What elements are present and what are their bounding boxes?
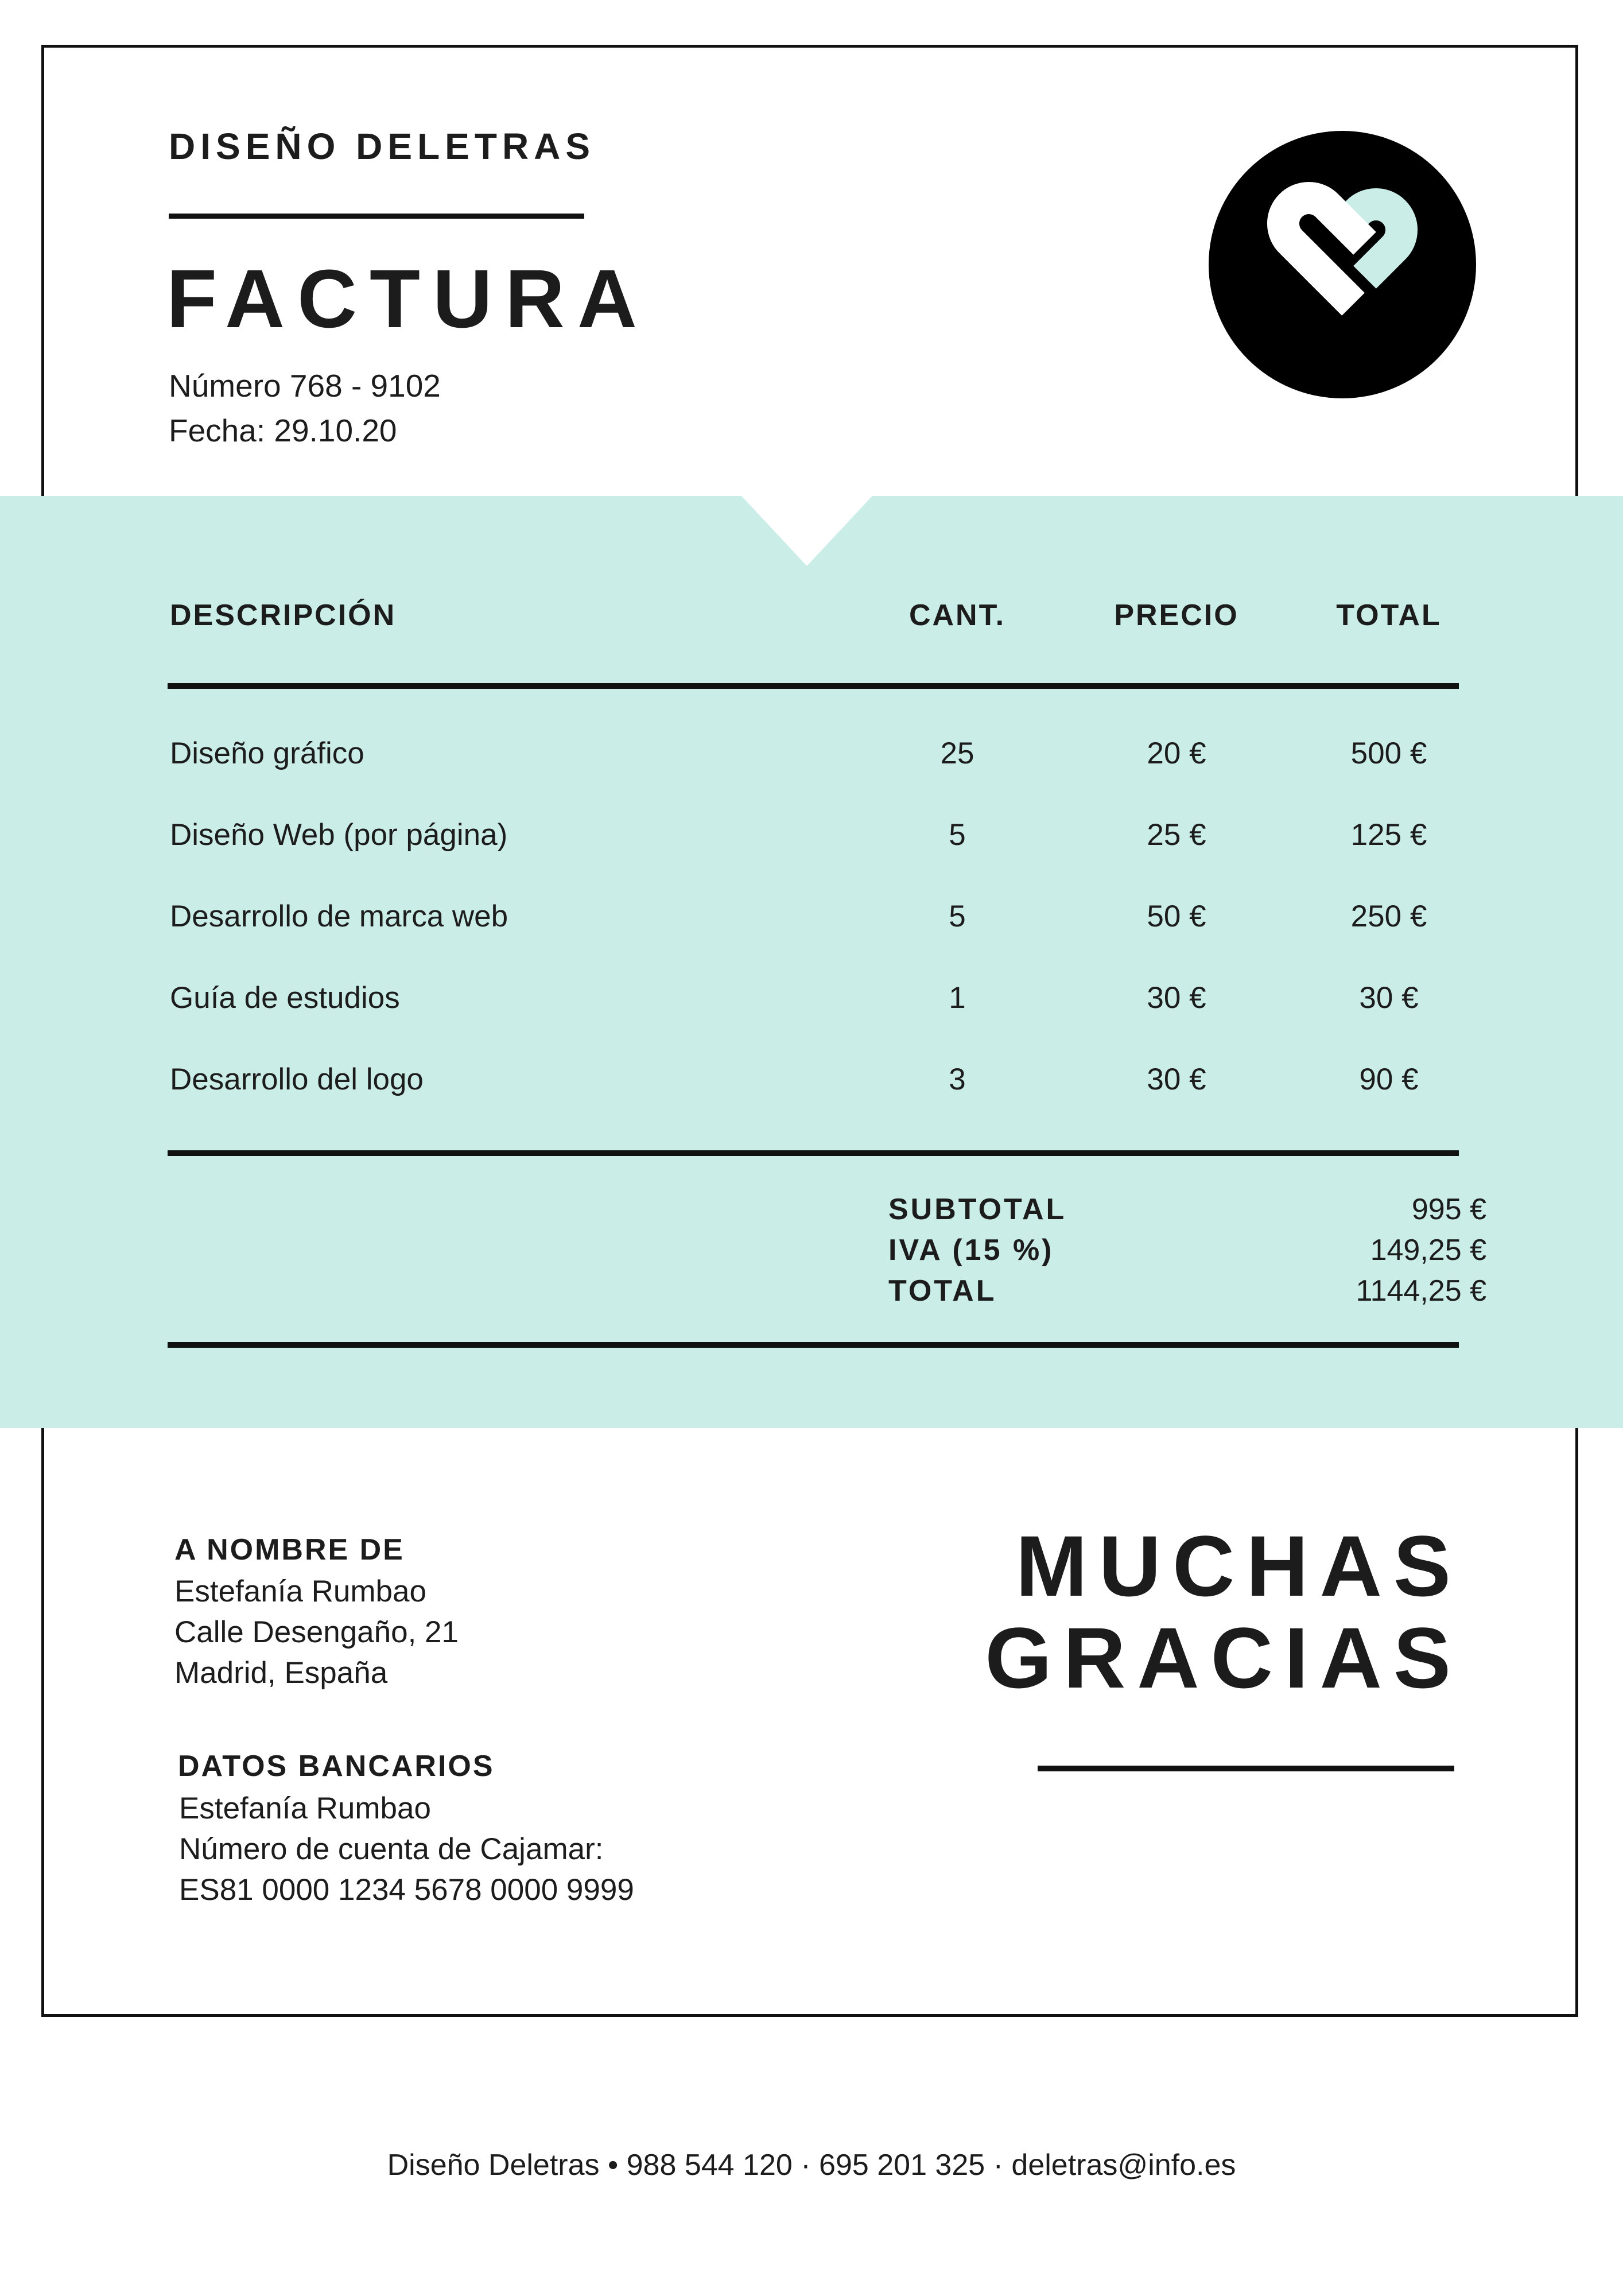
row-total: 125 € (1350, 818, 1427, 852)
row-price: 50 € (1147, 899, 1206, 933)
subtotal-value: 995 € (1411, 1193, 1486, 1226)
row-total: 30 € (1359, 981, 1419, 1015)
row-description: Desarrollo del logo (170, 1062, 424, 1096)
header-total: TOTAL (1336, 599, 1442, 632)
row-price: 20 € (1147, 736, 1206, 770)
header-rule (168, 683, 1459, 689)
summary-rule (168, 1342, 1459, 1348)
header-qty: CANT. (908, 599, 1006, 632)
thanks-rule (1038, 1766, 1454, 1771)
tax-value: 149,25 € (1370, 1234, 1486, 1267)
row-qty: 25 (940, 736, 974, 770)
row-price: 30 € (1147, 981, 1206, 1015)
bank-account: ES81 0000 1234 5678 0000 9999 (179, 1873, 634, 1907)
billing-line: Madrid, España (174, 1656, 388, 1690)
row-qty: 3 (949, 1062, 966, 1096)
footer-contact: Diseño Deletras • 988 544 120 · 695 201 325 · deletras@info.es (387, 2148, 1236, 2182)
row-price: 25 € (1147, 818, 1206, 852)
row-qty: 5 (949, 818, 966, 852)
bank-line: Número de cuenta de Cajamar: (179, 1832, 604, 1866)
header-description: DESCRIPCIÓN (170, 599, 397, 632)
header-price: PRECIO (1114, 599, 1239, 632)
title-divider (169, 214, 584, 219)
row-description: Guía de estudios (170, 981, 400, 1015)
items-rule (168, 1150, 1459, 1156)
thanks-line-1: MUCHAS (1015, 1518, 1462, 1614)
total-label: TOTAL (888, 1274, 997, 1308)
row-total: 90 € (1359, 1062, 1419, 1096)
invoice-title: FACTURA (166, 253, 650, 345)
total-value: 1144,25 € (1356, 1274, 1486, 1308)
row-total: 500 € (1350, 736, 1427, 770)
bank-line: Estefanía Rumbao (179, 1791, 431, 1825)
invoice-date: Fecha: 29.10.20 (169, 413, 397, 448)
billing-line: Calle Desengaño, 21 (174, 1615, 459, 1649)
thanks-line-2: GRACIAS (985, 1609, 1462, 1706)
band-notch (741, 496, 872, 566)
row-description: Diseño Web (por página) (170, 818, 508, 852)
row-qty: 5 (949, 899, 966, 933)
billing-heading: A NOMBRE DE (174, 1533, 405, 1566)
row-total: 250 € (1350, 899, 1427, 933)
subtotal-label: SUBTOTAL (888, 1193, 1067, 1226)
row-qty: 1 (949, 981, 966, 1015)
billing-line: Estefanía Rumbao (174, 1574, 426, 1608)
bank-heading: DATOS BANCARIOS (178, 1750, 495, 1783)
invoice-number: Número 768 - 9102 (169, 368, 441, 404)
row-description: Desarrollo de marca web (170, 899, 508, 933)
logo (1209, 131, 1476, 398)
row-description: Diseño gráfico (170, 736, 364, 770)
row-price: 30 € (1147, 1062, 1206, 1096)
heart-monogram-icon (1209, 131, 1476, 398)
tax-label: IVA (15 %) (888, 1234, 1054, 1267)
company-name: DISEÑO DELETRAS (169, 126, 596, 167)
